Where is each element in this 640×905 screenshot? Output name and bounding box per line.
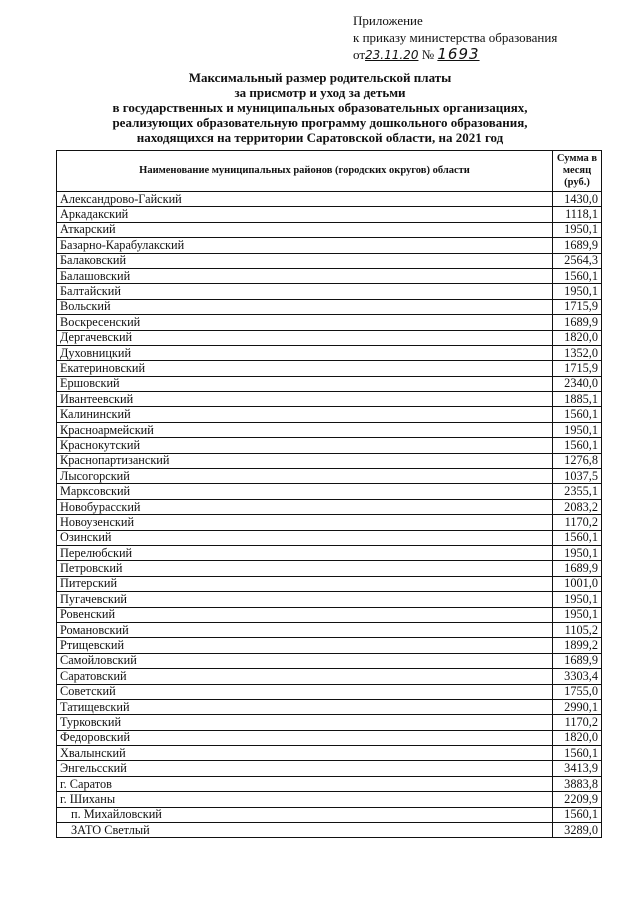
table-row [57,330,602,345]
district-name-cell: Самойловский [57,653,553,668]
monthly-sum-cell: 1715,9 [553,299,602,314]
annex-order-ref: к приказу министерства образования [353,30,558,45]
title-line-5: находящихся на территории Саратовской области, на 2021 год [136,130,504,145]
monthly-sum-cell: 1560,1 [553,268,602,283]
table-row [57,684,602,699]
table-row [57,592,602,607]
monthly-sum-cell: 1560,1 [553,530,602,545]
table-row [57,222,602,237]
annex-date-prefix: от [353,47,366,62]
table-row [57,268,602,283]
monthly-sum-cell: 2083,2 [553,499,602,514]
table-row [57,792,602,807]
monthly-sum-cell: 1560,1 [553,746,602,761]
district-name-cell: Духовницкий [57,345,553,360]
district-name-cell: Саратовский [57,669,553,684]
monthly-sum-cell: 2990,1 [553,699,602,714]
district-name-cell: Хвалынский [57,746,553,761]
district-name-cell: Краснокутский [57,438,553,453]
district-name-cell: Татищевский [57,699,553,714]
table-row [57,469,602,484]
table-row [57,715,602,730]
annex-block [353,12,557,64]
table-row [57,484,602,499]
annex-title: Приложение [353,13,423,28]
district-name-cell: п. Михайловский [57,807,553,822]
district-name-cell: Петровский [57,561,553,576]
monthly-sum-cell: 1170,2 [553,715,602,730]
document-title [40,70,600,145]
monthly-sum-cell: 1715,9 [553,361,602,376]
district-name-cell: Красноармейский [57,422,553,437]
monthly-sum-cell: 1689,9 [553,238,602,253]
table-row [57,238,602,253]
district-name-cell: Балтайский [57,284,553,299]
table-row [57,422,602,437]
table-row [57,776,602,791]
table-row [57,453,602,468]
district-name-cell: Екатериновский [57,361,553,376]
table-row [57,376,602,391]
monthly-sum-cell: 2340,0 [553,376,602,391]
monthly-sum-cell: 1689,9 [553,561,602,576]
table-row [57,315,602,330]
district-name-cell: Питерский [57,576,553,591]
district-name-cell: Новобурасский [57,499,553,514]
monthly-sum-cell: 3413,9 [553,761,602,776]
table-row [57,746,602,761]
table-header-row [57,151,602,192]
table-row [57,345,602,360]
district-name-cell: Базарно-Карабулакский [57,238,553,253]
monthly-sum-cell: 3303,4 [553,669,602,684]
monthly-sum-cell: 1430,0 [553,192,602,207]
monthly-sum-cell: 1950,1 [553,545,602,560]
table-row [57,669,602,684]
district-name-cell: Калининский [57,407,553,422]
monthly-sum-cell: 1352,0 [553,345,602,360]
monthly-sum-cell: 1105,2 [553,622,602,637]
district-name-cell: г. Шиханы [57,792,553,807]
table-row [57,823,602,838]
header-district-name: Наименование муниципальных районов (городских округов) области [57,151,553,192]
annex-number-sign: № [421,47,435,62]
monthly-sum-cell: 1689,9 [553,315,602,330]
table-body [57,192,602,838]
district-name-cell: Марксовский [57,484,553,499]
table-row [57,392,602,407]
monthly-sum-cell: 1001,0 [553,576,602,591]
monthly-sum-cell: 1950,1 [553,607,602,622]
monthly-sum-cell: 1950,1 [553,284,602,299]
monthly-sum-cell: 1560,1 [553,407,602,422]
monthly-sum-cell: 3289,0 [553,823,602,838]
title-line-2: за присмотр и уход за детьми [234,85,406,100]
table-row [57,207,602,222]
monthly-sum-cell: 2209,9 [553,792,602,807]
monthly-sum-cell: 1899,2 [553,638,602,653]
table-row [57,530,602,545]
district-name-cell: Перелюбский [57,545,553,560]
table-row [57,515,602,530]
monthly-sum-cell: 1689,9 [553,653,602,668]
monthly-sum-cell: 1820,0 [553,730,602,745]
district-name-cell: Вольский [57,299,553,314]
table-row [57,807,602,822]
district-name-cell: Романовский [57,622,553,637]
table-row [57,545,602,560]
district-name-cell: Ивантеевский [57,392,553,407]
table-row [57,299,602,314]
table-row [57,607,602,622]
monthly-sum-cell: 1170,2 [553,515,602,530]
table-row [57,192,602,207]
table-row [57,499,602,514]
district-name-cell: Воскресенский [57,315,553,330]
monthly-sum-cell: 2564,3 [553,253,602,268]
title-line-1: Максимальный размер родительской платы [188,70,452,85]
district-name-cell: Ртищевский [57,638,553,653]
district-name-cell: Ершовский [57,376,553,391]
table-row [57,438,602,453]
monthly-sum-cell: 1118,1 [553,207,602,222]
district-name-cell: Озинский [57,530,553,545]
monthly-sum-cell: 1037,5 [553,469,602,484]
district-name-cell: Энгельсский [57,761,553,776]
annex-date: 23.11.20 [365,48,419,62]
monthly-sum-cell: 1885,1 [553,392,602,407]
monthly-sum-cell: 1560,1 [553,438,602,453]
table-row [57,253,602,268]
table-row [57,284,602,299]
table-row [57,576,602,591]
monthly-sum-cell: 2355,1 [553,484,602,499]
monthly-sum-cell: 3883,8 [553,776,602,791]
table-row [57,699,602,714]
table-row [57,407,602,422]
monthly-sum-cell: 1755,0 [553,684,602,699]
district-name-cell: Аткарский [57,222,553,237]
monthly-sum-cell: 1820,0 [553,330,602,345]
district-name-cell: Новоузенский [57,515,553,530]
district-name-cell: Ровенский [57,607,553,622]
district-name-cell: ЗАТО Светлый [57,823,553,838]
header-monthly-sum: Сумма в месяц (руб.) [553,151,602,192]
annex-date-line [353,46,557,64]
district-name-cell: Аркадакский [57,207,553,222]
title-line-3: в государственных и муниципальных образовательных организациях, [112,100,528,115]
table-row [57,622,602,637]
district-name-cell: Лысогорский [57,469,553,484]
table-row [57,561,602,576]
table-row [57,761,602,776]
district-name-cell: Федоровский [57,730,553,745]
monthly-sum-cell: 1950,1 [553,422,602,437]
district-name-cell: Турковский [57,715,553,730]
monthly-sum-cell: 1276,8 [553,453,602,468]
district-name-cell: Александрово-Гайский [57,192,553,207]
district-name-cell: Балаковский [57,253,553,268]
table-row [57,730,602,745]
title-line-4: реализующих образовательную программу дошкольного образования, [112,115,528,130]
monthly-sum-cell: 1560,1 [553,807,602,822]
table-row [57,653,602,668]
district-name-cell: г. Саратов [57,776,553,791]
district-name-cell: Дергачевский [57,330,553,345]
district-name-cell: Балашовский [57,268,553,283]
monthly-sum-cell: 1950,1 [553,222,602,237]
district-name-cell: Советский [57,684,553,699]
district-name-cell: Краснопартизанский [57,453,553,468]
district-name-cell: Пугачевский [57,592,553,607]
annex-number: 1693 [437,45,480,63]
table-row [57,361,602,376]
monthly-sum-cell: 1950,1 [553,592,602,607]
table-row [57,638,602,653]
fee-table [56,150,602,838]
